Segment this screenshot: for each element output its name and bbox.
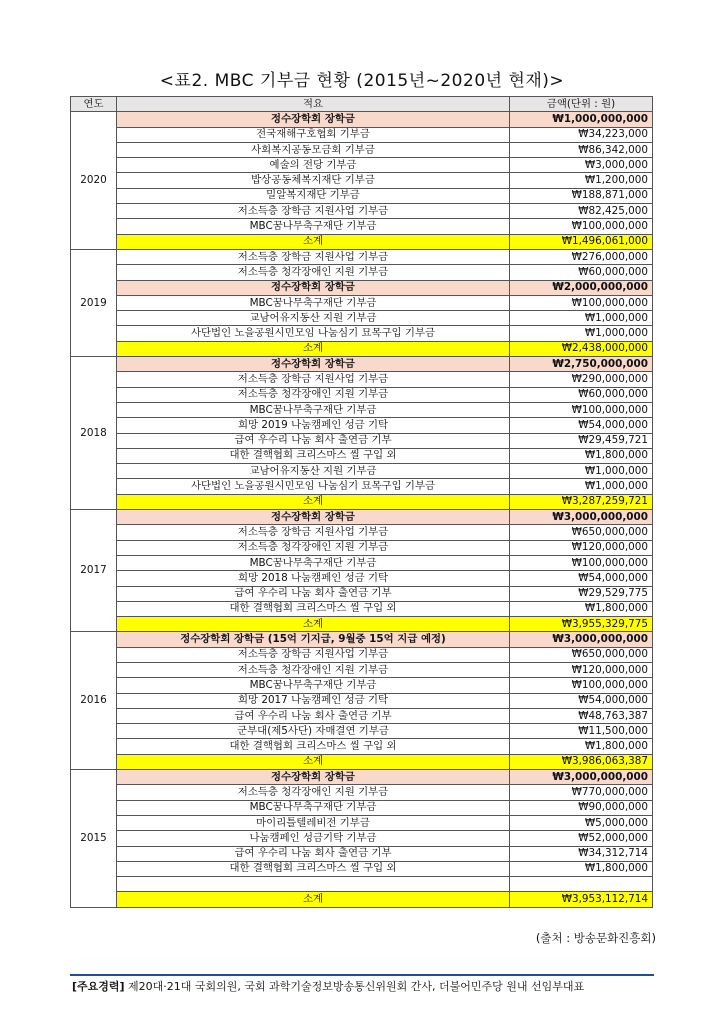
item-cell: 정수장학회 장학금 (117, 280, 510, 295)
donation-table (70, 96, 653, 908)
table-row (71, 448, 653, 463)
item-cell: 저소득층 청각장애인 지원 기부금 (117, 265, 510, 280)
amount-cell: ₩1,800,000 (510, 448, 653, 463)
amount-cell: ₩54,000,000 (510, 571, 653, 586)
amount-cell: ₩90,000,000 (510, 800, 653, 815)
amount-cell: ₩100,000,000 (510, 219, 653, 234)
item-cell: 마이리틀텔레비전 기부금 (117, 815, 510, 830)
year-cell: 2015 (71, 770, 117, 908)
amount-cell: ₩3,000,000,000 (510, 510, 653, 525)
table-row (71, 647, 653, 662)
amount-cell: ₩34,223,000 (510, 127, 653, 142)
subtotal-label: 소계 (117, 617, 510, 632)
item-cell: 저소득층 장학금 지원사업 기부금 (117, 647, 510, 662)
subtotal-row (71, 617, 653, 632)
item-cell: 희망 2019 나눔캠페인 성금 기탁 (117, 418, 510, 433)
item-cell: 정수장학회 장학금 (117, 112, 510, 127)
table-row (71, 693, 653, 708)
item-cell: 저소득층 청각장애인 지원 기부금 (117, 662, 510, 677)
source-note: (출처 : 방송문화진흥회) (535, 931, 656, 945)
amount-cell: ₩650,000,000 (510, 647, 653, 662)
amount-cell: ₩1,000,000 (510, 311, 653, 326)
subtotal-row (71, 341, 653, 356)
amount-cell: ₩54,000,000 (510, 418, 653, 433)
amount-cell: ₩3,000,000 (510, 158, 653, 173)
amount-cell: ₩100,000,000 (510, 402, 653, 417)
item-cell: 저소득층 장학금 지원사업 기부금 (117, 204, 510, 219)
item-cell: 정수장학회 장학금 (117, 510, 510, 525)
table-row (71, 632, 653, 647)
amount-cell (510, 877, 653, 892)
item-cell: MBC꿈나무축구재단 기부금 (117, 555, 510, 570)
table-row (71, 280, 653, 295)
table-header-row (71, 97, 653, 112)
header-amount: 금액(단위 : 원) (510, 97, 653, 112)
table-row (71, 418, 653, 433)
table-row (71, 188, 653, 203)
subtotal-row (71, 234, 653, 249)
item-cell: 저소득층 청각장애인 지원 기부금 (117, 785, 510, 800)
footer-divider (70, 974, 654, 976)
amount-cell: ₩29,459,721 (510, 433, 653, 448)
amount-cell: ₩60,000,000 (510, 265, 653, 280)
item-cell: 나눔캠페인 성금기탁 기부금 (117, 831, 510, 846)
table-row (71, 173, 653, 188)
amount-cell: ₩1,800,000 (510, 861, 653, 876)
year-cell: 2016 (71, 632, 117, 770)
item-cell: 대한 결핵협회 크리스마스 씰 구입 외 (117, 739, 510, 754)
table-row (71, 127, 653, 142)
table-row (71, 831, 653, 846)
item-cell: 정수장학회 장학금 (15억 기지급, 9월중 15억 지급 예정) (117, 632, 510, 647)
subtotal-label: 소계 (117, 754, 510, 769)
footer-career (72, 978, 672, 994)
table-row (71, 372, 653, 387)
subtotal-row (71, 754, 653, 769)
table-row (71, 662, 653, 677)
table-row (71, 249, 653, 264)
table-row (71, 739, 653, 754)
table-row (71, 357, 653, 372)
table-row (71, 877, 653, 892)
item-cell: 전국재해구호협회 기부금 (117, 127, 510, 142)
year-cell: 2019 (71, 249, 117, 356)
amount-cell: ₩100,000,000 (510, 555, 653, 570)
subtotal-amount: ₩2,438,000,000 (510, 341, 653, 356)
amount-cell: ₩29,529,775 (510, 586, 653, 601)
item-cell: MBC꿈나무축구재단 기부금 (117, 402, 510, 417)
amount-cell: ₩1,200,000 (510, 173, 653, 188)
table-row (71, 785, 653, 800)
subtotal-amount: ₩3,986,063,387 (510, 754, 653, 769)
item-cell: 저소득층 청각장애인 지원 기부금 (117, 387, 510, 402)
amount-cell: ₩188,871,000 (510, 188, 653, 203)
item-cell: 예술의 전당 기부금 (117, 158, 510, 173)
item-cell: 급여 우수리 나눔 회사 출연금 기부 (117, 433, 510, 448)
amount-cell: ₩3,000,000,000 (510, 632, 653, 647)
table-row (71, 387, 653, 402)
footer-text: 제20대·21대 국회의원, 국회 과학기술정보방송통신위원회 간사, 더불어민주당 원내 선임부대표 (124, 980, 585, 993)
subtotal-label: 소계 (117, 234, 510, 249)
table-row (71, 402, 653, 417)
subtotal-amount: ₩1,496,061,000 (510, 234, 653, 249)
amount-cell: ₩2,750,000,000 (510, 357, 653, 372)
amount-cell: ₩100,000,000 (510, 295, 653, 310)
item-cell: 정수장학회 장학금 (117, 357, 510, 372)
year-cell: 2020 (71, 112, 117, 250)
item-cell (117, 877, 510, 892)
item-cell: 저소득층 장학금 지원사업 기부금 (117, 525, 510, 540)
footer-label: [주요경력] (72, 980, 125, 993)
table-row (71, 326, 653, 341)
amount-cell: ₩120,000,000 (510, 540, 653, 555)
table-row (71, 724, 653, 739)
amount-cell: ₩52,000,000 (510, 831, 653, 846)
table-row (71, 800, 653, 815)
item-cell: 교남어유지동산 지원 기부금 (117, 311, 510, 326)
amount-cell: ₩1,000,000,000 (510, 112, 653, 127)
table-row (71, 846, 653, 861)
item-cell: 저소득층 청각장애인 지원 기부금 (117, 540, 510, 555)
subtotal-label: 소계 (117, 494, 510, 509)
amount-cell: ₩1,000,000 (510, 479, 653, 494)
table-row (71, 815, 653, 830)
table-row (71, 861, 653, 876)
amount-cell: ₩1,000,000 (510, 326, 653, 341)
table-row (71, 158, 653, 173)
table-row (71, 708, 653, 723)
subtotal-amount: ₩3,953,112,714 (510, 892, 653, 907)
item-cell: MBC꿈나무축구재단 기부금 (117, 295, 510, 310)
item-cell: 저소득층 장학금 지원사업 기부금 (117, 372, 510, 387)
item-cell: 밀알복지재단 기부금 (117, 188, 510, 203)
amount-cell: ₩54,000,000 (510, 693, 653, 708)
item-cell: 희망 2018 나눔캠페인 성금 기탁 (117, 571, 510, 586)
table-row (71, 540, 653, 555)
amount-cell: ₩290,000,000 (510, 372, 653, 387)
table-row (71, 678, 653, 693)
amount-cell: ₩100,000,000 (510, 678, 653, 693)
item-cell: MBC꿈나무축구재단 기부금 (117, 678, 510, 693)
table-row (71, 586, 653, 601)
table-body (71, 112, 653, 907)
table-row (71, 571, 653, 586)
item-cell: 사회복지공동모금회 기부금 (117, 142, 510, 157)
table-row (71, 219, 653, 234)
item-cell: 급여 우수리 나눔 회사 출연금 기부 (117, 586, 510, 601)
item-cell: 사단법인 노을공원시민모임 나눔심기 묘목구입 기부금 (117, 326, 510, 341)
amount-cell: ₩34,312,714 (510, 846, 653, 861)
item-cell: 교남어유지동산 지원 기부금 (117, 464, 510, 479)
table-row (71, 770, 653, 785)
subtotal-amount: ₩3,287,259,721 (510, 494, 653, 509)
table-row (71, 204, 653, 219)
amount-cell: ₩650,000,000 (510, 525, 653, 540)
item-cell: 군부대(제5사단) 자매결연 기부금 (117, 724, 510, 739)
amount-cell: ₩11,500,000 (510, 724, 653, 739)
item-cell: 대한 결핵협회 크리스마스 씰 구입 외 (117, 861, 510, 876)
amount-cell: ₩1,800,000 (510, 739, 653, 754)
table-row (71, 464, 653, 479)
table-row (71, 112, 653, 127)
amount-cell: ₩48,763,387 (510, 708, 653, 723)
amount-cell: ₩5,000,000 (510, 815, 653, 830)
year-cell: 2017 (71, 510, 117, 632)
item-cell: 대한 결핵협회 크리스마스 씰 구입 외 (117, 601, 510, 616)
amount-cell: ₩60,000,000 (510, 387, 653, 402)
subtotal-label: 소계 (117, 892, 510, 907)
amount-cell: ₩82,425,000 (510, 204, 653, 219)
table-row (71, 479, 653, 494)
subtotal-row (71, 494, 653, 509)
header-year: 연도 (71, 97, 117, 112)
item-cell: 밥상공동체복지재단 기부금 (117, 173, 510, 188)
item-cell: 급여 우수리 나눔 회사 출연금 기부 (117, 846, 510, 861)
year-cell: 2018 (71, 357, 117, 510)
item-cell: 희망 2017 나눔캠페인 성금 기탁 (117, 693, 510, 708)
item-cell: 급여 우수리 나눔 회사 출연금 기부 (117, 708, 510, 723)
item-cell: 저소득층 장학금 지원사업 기부금 (117, 249, 510, 264)
item-cell: 정수장학회 장학금 (117, 770, 510, 785)
table-row (71, 601, 653, 616)
subtotal-label: 소계 (117, 341, 510, 356)
amount-cell: ₩86,342,000 (510, 142, 653, 157)
amount-cell: ₩770,000,000 (510, 785, 653, 800)
amount-cell: ₩1,000,000 (510, 464, 653, 479)
item-cell: MBC꿈나무축구재단 기부금 (117, 800, 510, 815)
amount-cell: ₩1,800,000 (510, 601, 653, 616)
item-cell: 대한 결핵협회 크리스마스 씰 구입 외 (117, 448, 510, 463)
subtotal-row (71, 892, 653, 907)
item-cell: MBC꿈나무축구재단 기부금 (117, 219, 510, 234)
amount-cell: ₩2,000,000,000 (510, 280, 653, 295)
table-row (71, 311, 653, 326)
subtotal-amount: ₩3,955,329,775 (510, 617, 653, 632)
table-row (71, 265, 653, 280)
table-row (71, 510, 653, 525)
amount-cell: ₩3,000,000,000 (510, 770, 653, 785)
amount-cell: ₩276,000,000 (510, 249, 653, 264)
amount-cell: ₩120,000,000 (510, 662, 653, 677)
header-item: 적요 (117, 97, 510, 112)
table-title: <표2. MBC 기부금 현황 (2015년~2020년 현재)> (159, 71, 565, 91)
item-cell: 사단법인 노을공원시민모임 나눔심기 묘목구입 기부금 (117, 479, 510, 494)
table-row (71, 525, 653, 540)
table-row (71, 555, 653, 570)
table-row (71, 295, 653, 310)
table-row (71, 433, 653, 448)
table-row (71, 142, 653, 157)
